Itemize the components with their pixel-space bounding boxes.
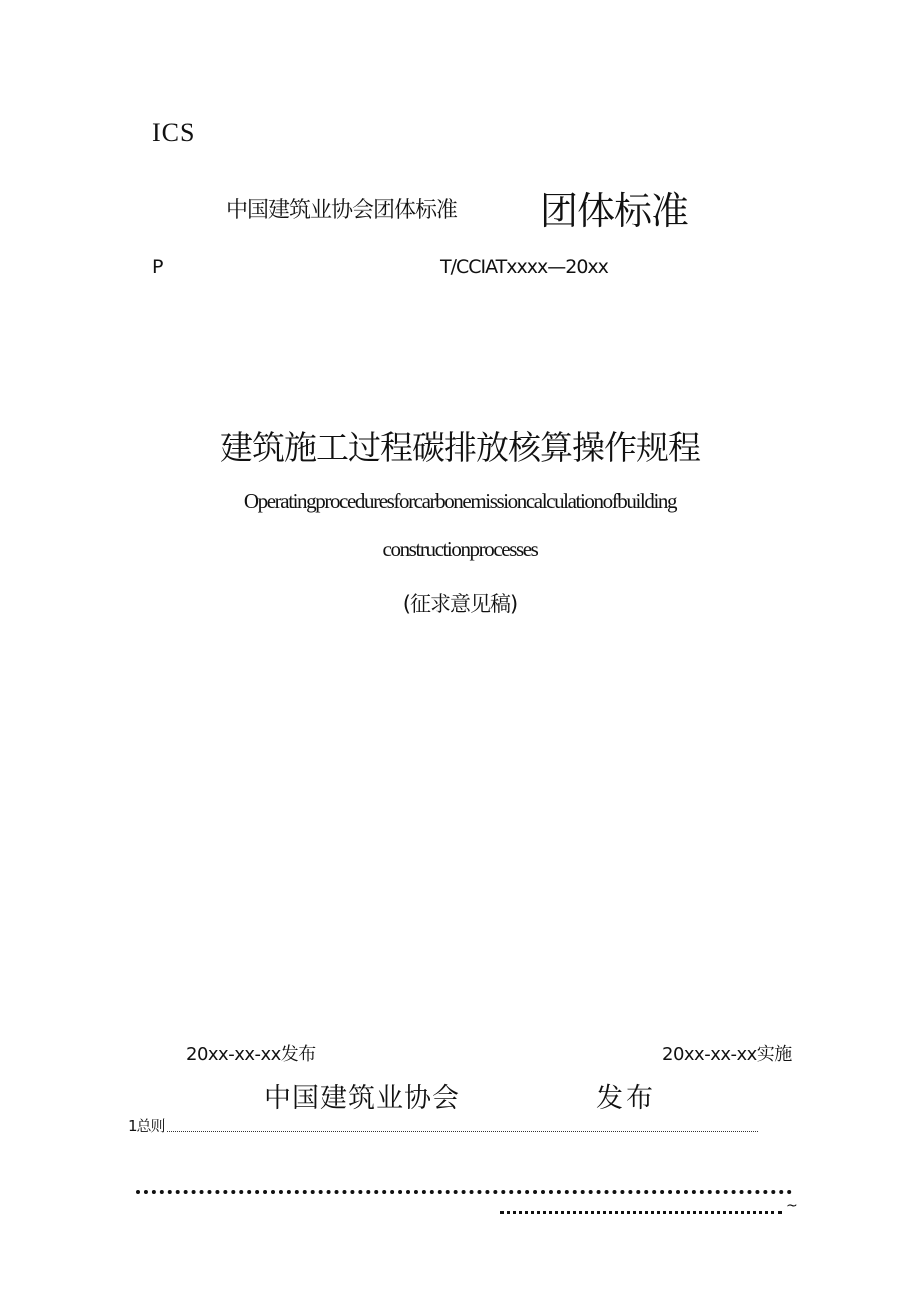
document-title-english-line1: Operatingproceduresforcarbonemissioncalculationofbuilding (243, 489, 677, 513)
organization-standard-label: 中国建筑业协会团体标准 (226, 198, 458, 223)
draft-status: (征求意见稿) (402, 592, 518, 616)
document-title-chinese: 建筑施工过程碳排放核算操作规程 (220, 428, 700, 467)
toc-entry-label: 1总则 (128, 1117, 165, 1135)
issuer-name: 中国建筑业协会 (264, 1083, 460, 1113)
implement-date: 20xx-xx-xx实施 (662, 1044, 792, 1065)
toc-dot-leader (167, 1131, 758, 1132)
dot-leader-line-short (500, 1211, 782, 1214)
p-code: P (152, 256, 164, 278)
ics-code: ICS (152, 118, 196, 147)
issue-label: 发布 (596, 1083, 656, 1113)
group-standard-heading: 团体标准 (540, 189, 689, 233)
standard-number: T∕CCIATxxxx—20xx (440, 256, 608, 278)
trailing-mark: ~ (786, 1198, 798, 1214)
publish-date: 20xx-xx-xx发布 (186, 1044, 316, 1065)
toc-entry-general-provisions[interactable] (128, 1116, 758, 1136)
dot-leader-line (136, 1190, 792, 1194)
document-title-english-line2: constructionprocesses (382, 537, 538, 561)
